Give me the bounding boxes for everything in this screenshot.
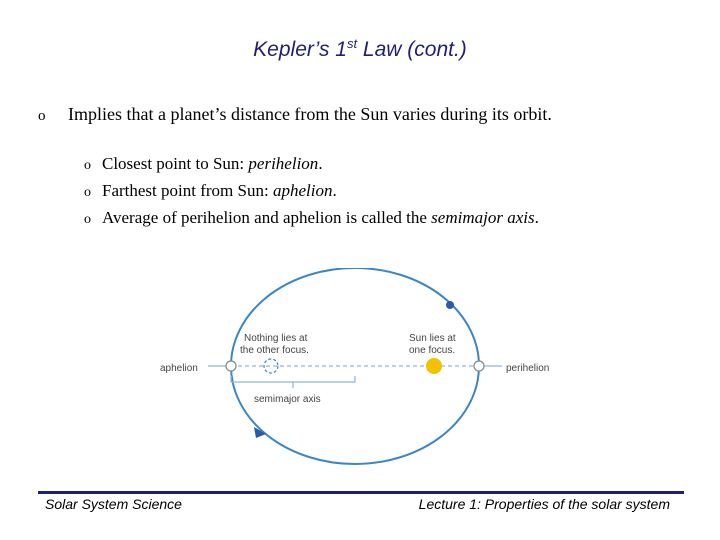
sun-focus-label-line2: one focus. [409, 345, 456, 356]
sub-bullet-term: semimajor axis [431, 208, 535, 227]
planet-icon [446, 301, 454, 309]
aphelion-point [226, 361, 236, 371]
sub-bullet-semimajor [84, 208, 539, 228]
semimajor-bracket [231, 376, 355, 388]
sub-bullet-term: perihelion [248, 154, 319, 173]
footer-rule [38, 491, 684, 494]
sub-bullet-marker: o [84, 158, 91, 173]
title-rest: Law (cont.) [357, 38, 467, 61]
orbit-diagram [150, 268, 570, 468]
sub-bullet-aphelion [84, 181, 337, 201]
sun-icon [426, 358, 442, 374]
sub-bullet-marker: o [84, 185, 91, 200]
bullet-marker: o [38, 108, 46, 124]
sub-bullet-marker: o [84, 212, 91, 227]
title-sup: st [346, 36, 358, 51]
sun-focus-label-line1: Sun lies at [409, 333, 456, 344]
aphelion-label: aphelion [160, 363, 198, 374]
slide-title [0, 36, 720, 62]
empty-focus-label-line1: Nothing lies at [244, 333, 308, 344]
perihelion-point [474, 361, 484, 371]
sub-bullet-term: aphelion [272, 181, 333, 200]
sub-bullet-text: Average of perihelion and aphelion is called the [102, 208, 432, 227]
empty-focus-label-line2: the other focus. [240, 345, 309, 356]
sub-bullet-tail: . [332, 181, 337, 200]
footer-lecture: Lecture 1: Properties of the solar system [418, 496, 670, 512]
bullet-main [38, 104, 552, 125]
bullet-main-text: Implies that a planet’s distance from the Sun varies during its orbit. [68, 104, 552, 124]
sub-bullet-tail: . [318, 154, 323, 173]
perihelion-label: perihelion [506, 363, 550, 374]
semimajor-axis-label: semimajor axis [254, 394, 321, 405]
title-main: Kepler’s 1 [253, 38, 347, 61]
sub-bullet-perihelion [84, 154, 323, 174]
sub-bullet-text: Farthest point from Sun: [102, 181, 273, 200]
footer-course: Solar System Science [45, 496, 182, 512]
sub-bullet-text: Closest point to Sun: [102, 154, 249, 173]
sub-bullet-tail: . [534, 208, 539, 227]
